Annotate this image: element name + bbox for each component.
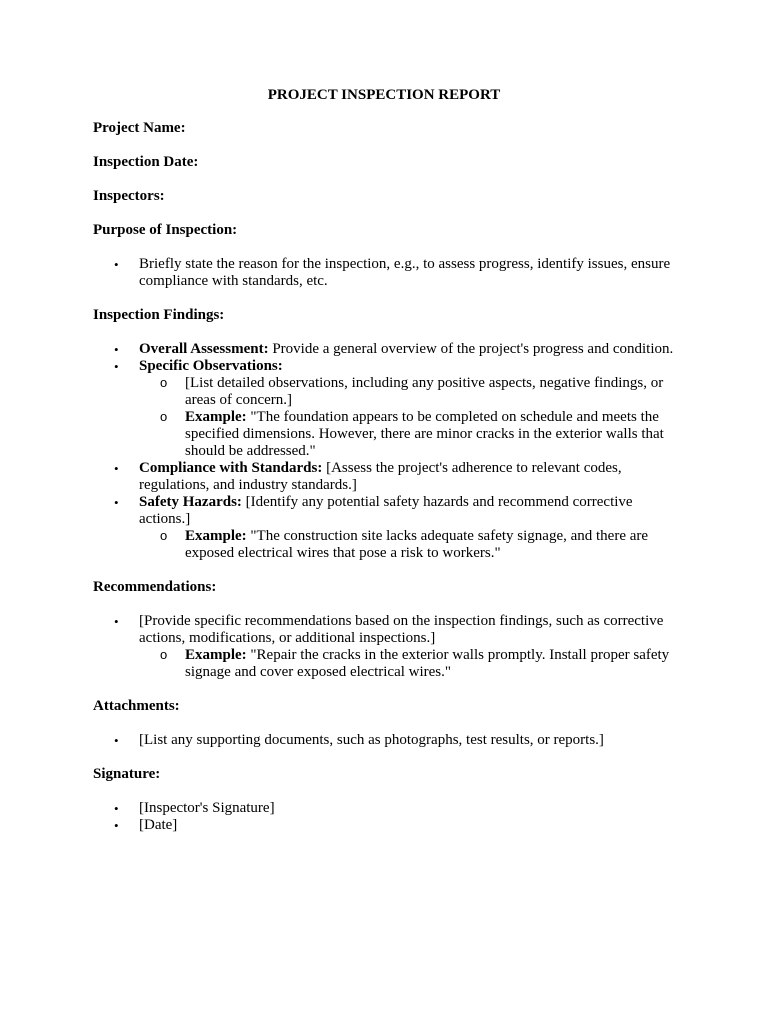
findings-list — [93, 341, 683, 562]
specific-observations-label: Specific Observations: — [139, 358, 283, 374]
recommendations-text: [Provide specific recommendations based on the inspection findings, such as corrective actions, modifications, or additional inspections.] — [139, 613, 664, 646]
compliance-text: [Assess the project's adherence to relevant codes, regulations, and industry standards.] — [139, 460, 622, 493]
bullet-icon: • — [114, 818, 119, 833]
safety-hazards-sublist — [139, 528, 683, 562]
overall-assessment-text: Provide a general overview of the project's progress and condition. — [268, 341, 674, 357]
signature-list — [93, 800, 683, 834]
bullet-icon: • — [114, 614, 119, 629]
list-item — [93, 732, 683, 749]
bullet-icon: • — [114, 461, 119, 476]
signature-heading: Signature: — [93, 766, 161, 782]
inspectors-label: Inspectors: — [93, 188, 165, 204]
sub-list-item — [139, 409, 683, 460]
document-page — [93, 87, 683, 851]
bullet-icon: • — [114, 495, 119, 510]
example-label: Example: — [185, 647, 247, 663]
safety-hazards-text: [Identify any potential safety hazards and recommend corrective actions.] — [139, 494, 633, 527]
sub-list-item — [139, 528, 683, 562]
example-label: Example: — [185, 409, 247, 425]
example-text: "The construction site lacks adequate safety signage, and there are exposed electrical wires that pose a risk to workers." — [185, 528, 649, 561]
safety-hazards-label: Safety Hazards: — [139, 494, 242, 510]
list-item — [93, 800, 683, 817]
sub-list-item — [139, 647, 683, 681]
bullet-icon: • — [114, 342, 119, 357]
purpose-heading: Purpose of Inspection: — [93, 222, 238, 238]
list-item — [93, 256, 683, 290]
compliance-label: Compliance with Standards: — [139, 460, 323, 476]
inspection-date-label: Inspection Date: — [93, 154, 199, 170]
bullet-icon: • — [114, 359, 119, 374]
list-item-safety-hazards — [93, 494, 683, 562]
sub-list-item — [139, 375, 683, 409]
inspector-signature-placeholder: [Inspector's Signature] — [139, 800, 275, 816]
observations-placeholder-text: [List detailed observations, including any positive aspects, negative findings, or areas of concern.] — [185, 375, 664, 408]
list-item-specific-observations — [93, 358, 683, 460]
list-item — [93, 613, 683, 681]
specific-observations-sublist — [139, 375, 683, 460]
document-title: PROJECT INSPECTION REPORT — [267, 87, 501, 103]
list-item — [93, 817, 683, 834]
bullet-icon: • — [114, 801, 119, 816]
sub-bullet-icon: o — [160, 375, 168, 390]
overall-assessment-label: Overall Assessment: — [139, 341, 269, 357]
sub-bullet-icon: o — [160, 409, 168, 424]
list-item-overall-assessment — [93, 341, 683, 358]
recommendations-heading: Recommendations: — [93, 579, 217, 595]
bullet-icon: • — [114, 733, 119, 748]
sub-bullet-icon: o — [160, 528, 168, 543]
attachments-text: [List any supporting documents, such as photographs, test results, or reports.] — [139, 732, 604, 748]
attachments-list — [93, 732, 683, 749]
example-text: "The foundation appears to be completed on schedule and meets the specified dimensions. However, there are minor cracks in the exterior walls that should be addressed." — [185, 409, 664, 459]
list-item-compliance — [93, 460, 683, 494]
purpose-text: Briefly state the reason for the inspection, e.g., to assess progress, identify issues, ensure compliance with standards, etc. — [139, 256, 671, 289]
recommendations-list — [93, 613, 683, 681]
sub-bullet-icon: o — [160, 647, 168, 662]
example-text: "Repair the cracks in the exterior walls promptly. Install proper safety signage and cover exposed electrical wires." — [185, 647, 670, 680]
date-placeholder: [Date] — [139, 817, 178, 833]
findings-heading: Inspection Findings: — [93, 307, 225, 323]
attachments-heading: Attachments: — [93, 698, 180, 714]
purpose-list — [93, 256, 683, 290]
example-label: Example: — [185, 528, 247, 544]
bullet-icon: • — [114, 257, 119, 272]
recommendations-sublist — [139, 647, 683, 681]
project-name-label: Project Name: — [93, 120, 186, 136]
